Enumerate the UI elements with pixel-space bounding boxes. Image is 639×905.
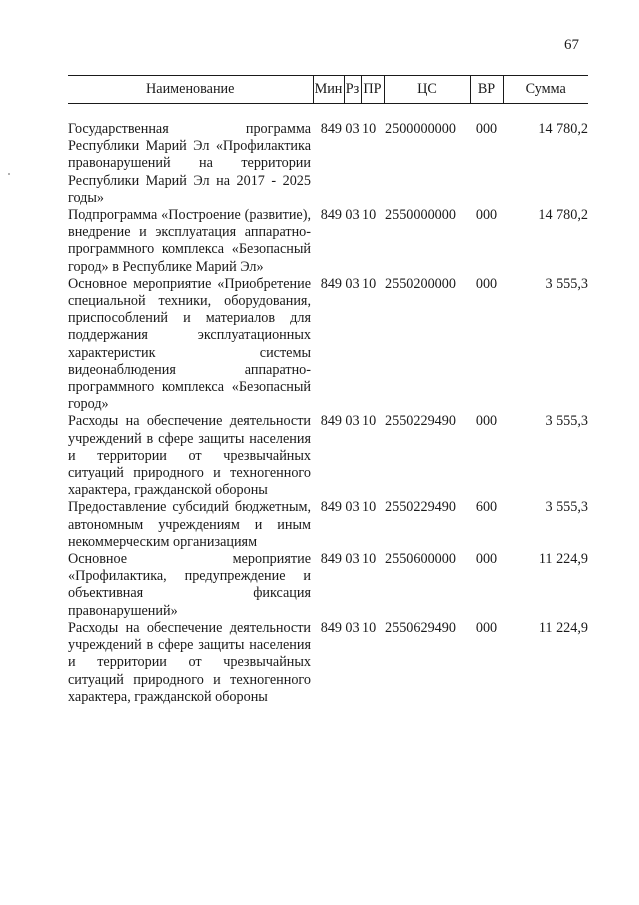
header-name: Наименование [68,76,313,104]
table-row [68,551,588,620]
row-rz: 03 [345,207,360,224]
row-cs: 2500000000 [385,121,456,137]
row-cs: 2550200000 [385,275,456,292]
row-name: Подпрограмма «Построение (развитие), внедрение и эксплуатация аппаратно-программного комплекса «Безопасный город» в Республике Марий Эл» [68,207,311,275]
header-vr: ВР [470,76,503,104]
row-sum: 14 780,2 [538,207,588,224]
row-name: Государственная программа Республики Марий Эл «Профилактика правонарушений на территории Республики Марий Эл на 2017 - 2025 годы» [68,121,311,206]
row-sum: 11 224,9 [538,551,588,568]
row-min: 849 [320,619,342,636]
row-name: Предоставление субсидий бюджетным, автономным учреждениям и иным некоммерческим организациям [68,499,311,550]
header-rz: Рз [344,76,361,104]
header-cs: ЦС [384,76,470,104]
spacer-row [68,104,588,122]
budget-table [68,75,588,706]
row-rz: 03 [345,619,360,636]
row-sum: 3 555,3 [545,413,588,430]
row-rz: 03 [345,121,360,137]
row-cs: 2550600000 [385,551,456,568]
row-min: 849 [320,413,342,430]
table-row [68,121,588,207]
row-cs: 2550229490 [385,499,456,516]
row-vr: 600 [475,499,498,516]
row-pr: 10 [362,499,377,516]
table-row [68,413,588,499]
row-rz: 03 [345,413,360,430]
header-pr: ПР [361,76,384,104]
scan-speck [8,173,10,175]
table-row [68,620,588,706]
row-min: 849 [320,121,342,137]
row-pr: 10 [362,275,377,292]
row-vr: 000 [475,619,498,636]
row-min: 849 [320,275,342,292]
row-sum: 11 224,9 [538,619,588,636]
row-name: Основное мероприятие «Профилактика, предупреждение и объективная фиксация правонарушений» [68,551,311,619]
table-row [68,207,588,276]
row-rz: 03 [345,499,360,516]
row-min: 849 [320,551,342,568]
row-vr: 000 [475,207,498,224]
row-pr: 10 [362,619,377,636]
row-cs: 2550229490 [385,413,456,430]
row-vr: 000 [475,275,498,292]
row-pr: 10 [362,121,377,137]
row-min: 849 [320,499,342,516]
row-vr: 000 [475,551,498,568]
row-vr: 000 [475,413,498,430]
header-row [68,76,588,104]
row-cs: 2550629490 [385,619,456,636]
row-pr: 10 [362,551,377,568]
row-rz: 03 [345,551,360,568]
table-row [68,499,588,551]
row-name: Расходы на обеспечение деятельности учреждений в сфере защиты населения и территории от чрезвычайных ситуаций природного и техногенного характера, гражданской обороны [68,619,311,705]
row-vr: 000 [475,121,498,137]
header-min: Мин [313,76,344,104]
row-sum: 3 555,3 [545,499,588,516]
row-sum: 3 555,3 [545,275,588,292]
header-sum: Сумма [503,76,588,104]
page-number: 67 [564,37,579,53]
row-rz: 03 [345,275,360,292]
table-row [68,276,588,414]
row-name: Расходы на обеспечение деятельности учреждений в сфере защиты населения и территории от чрезвычайных ситуаций природного и техногенного характера, гражданской обороны [68,413,311,499]
row-cs: 2550000000 [385,207,456,224]
row-name: Основное мероприятие «Приобретение специальной техники, оборудования, приспособлений и материалов для поддержания эксплуатационных характеристик системы видеонаблюдения аппаратно-программного комплекса «Безопасный город» [68,275,311,413]
row-sum: 14 780,2 [538,121,588,137]
row-pr: 10 [362,413,377,430]
row-min: 849 [320,207,342,224]
row-pr: 10 [362,207,377,224]
